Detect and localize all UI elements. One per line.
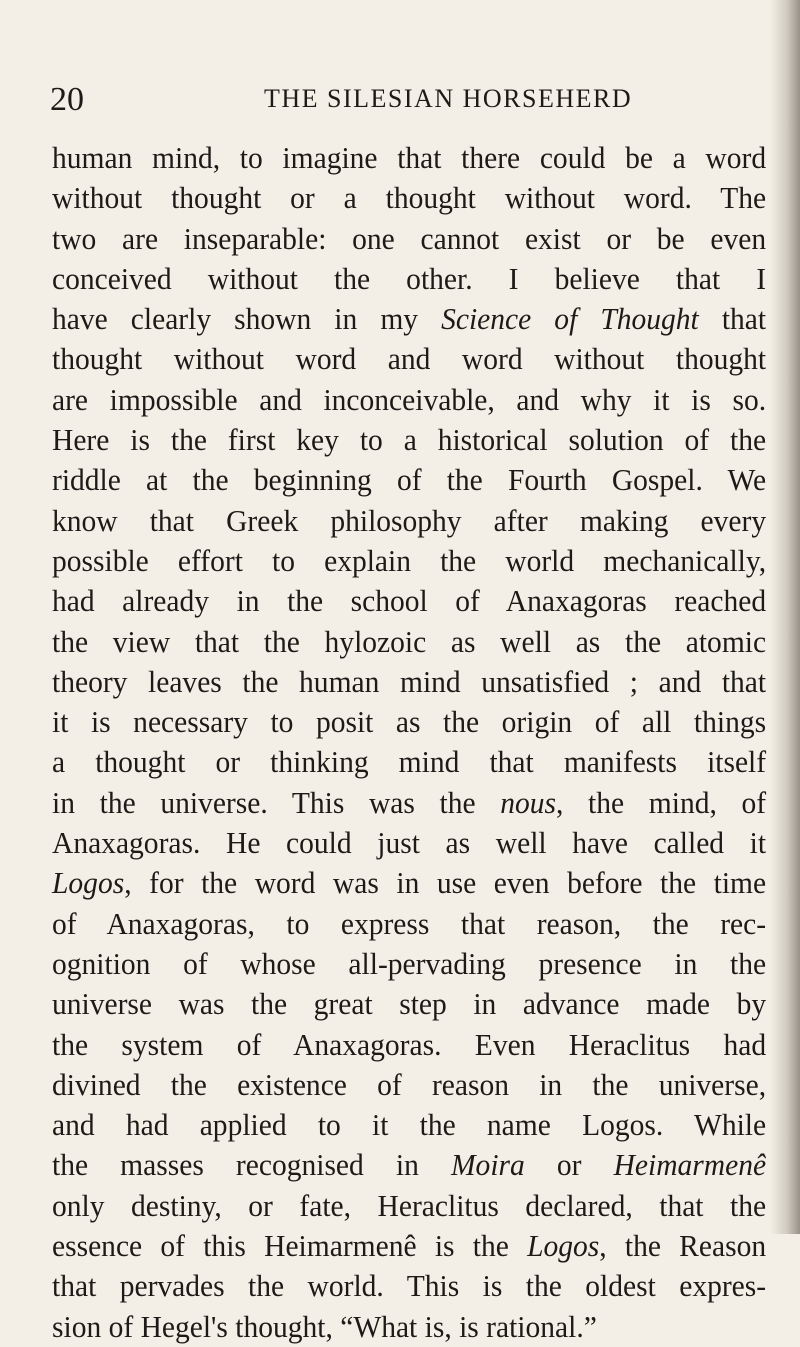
text-line: sion of Hegel's thought, “What is, is rational.” [52,1309,597,1344]
text-segment: the masses recognised in [52,1148,451,1183]
text-line: know that Greek philosophy after making every [52,503,767,538]
text-line [52,1226,766,1266]
running-head: THE SILESIAN HORSEHERD [264,84,633,113]
text-line: had already in the school of Anaxagoras reached [52,584,767,619]
text-line: theory leaves the human mind unsatisfied ; and that [52,664,767,699]
page-number: 20 [50,81,84,118]
text-line: only destiny, or fate, Heraclitus declared, that the [52,1188,767,1223]
text-line: riddle at the beginning of the Fourth Gospel. We [52,463,767,498]
text-line [52,863,766,903]
book-title: Science of Thought [441,302,699,337]
text-line: divined the existence of reason in the universe, [52,1067,767,1102]
text-line: Here is the first key to a historical solution of the [52,423,767,458]
text-line: universe was the great step in advance made by [52,987,767,1022]
text-segment: or [524,1148,614,1183]
text-line: the view that the hylozoic as well as the atomic [52,624,767,659]
text-line: human mind, to imagine that there could be a word [52,141,767,175]
text-line [52,299,766,339]
text-line: it is necessary to posit as the origin of all things [52,705,767,740]
text-line: the system of Anaxagoras. Even Heraclitus had [52,1027,767,1062]
text-line: thought without word and word without thought [52,342,767,377]
text-segment: , the mind, of [556,785,767,820]
text-line: two are inseparable: one cannot exist or be even [52,221,767,256]
text-line: a thought or thinking mind that manifests itself [52,745,767,780]
text-segment: that [698,302,767,337]
text-line: are impossible and inconceivable, and why it is so. [52,382,767,417]
text-segment: have clearly shown in my [52,302,442,337]
text-line [52,783,766,823]
italic-term-moira: Moira [450,1148,525,1183]
text-segment: in the universe. This was the [52,785,501,820]
text-segment: , the Reason [599,1229,767,1264]
text-line: conceived without the other. I believe that I [52,261,767,296]
text-line: and had applied to it the name Logos. While [52,1108,767,1143]
text-segment: essence of this Heimarmenê is the [52,1229,528,1264]
text-line: of Anaxagoras, to express that reason, the rec- [52,906,767,941]
italic-term-logos: Logos [527,1229,600,1264]
italic-term-heimarmene: Heimarmenê [613,1148,767,1183]
text-line [52,1145,766,1185]
text-line: that pervades the world. This is the oldest expres- [52,1269,767,1304]
text-line: ognition of whose all-pervading presence in the [52,946,767,981]
body-text [52,138,766,1347]
text-line: possible effort to explain the world mechanically, [52,543,767,578]
text-line: without thought or a thought without word. The [52,181,767,216]
page-edge-shadow [770,0,800,1234]
text-segment: , for the word was in use even before the time [124,866,767,901]
italic-term-logos: Logos [52,866,125,901]
italic-term-nous: nous [500,785,557,820]
text-line: Anaxagoras. He could just as well have called it [52,826,767,861]
